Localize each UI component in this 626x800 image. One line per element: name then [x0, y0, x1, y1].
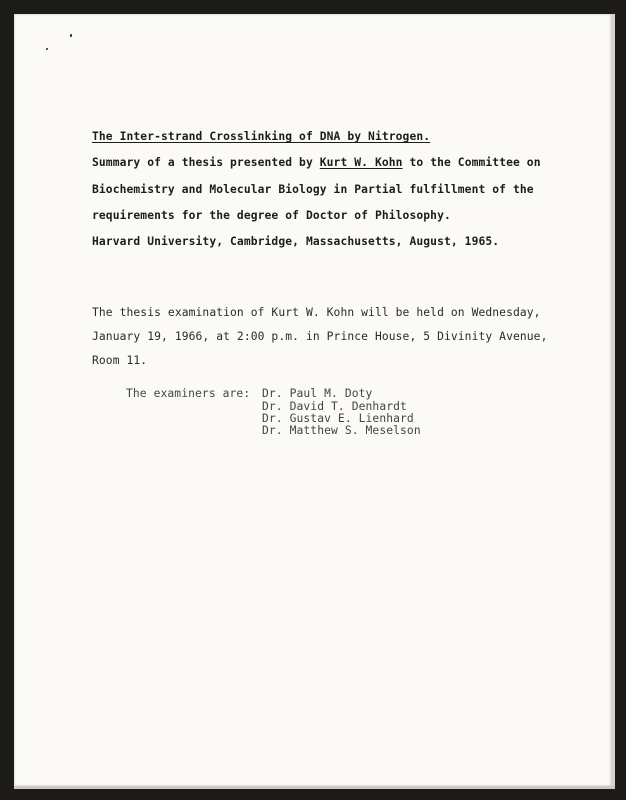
- exam-line-3: Room 11.: [92, 354, 148, 367]
- summary-line-3: requirements for the degree of Doctor of Philosophy.: [92, 209, 451, 222]
- examiner-item: Dr. David T. Denhardt: [262, 400, 407, 413]
- document-title-text: The Inter-strand Crosslinking of DNA by Nitrogen.: [92, 130, 431, 143]
- examiners-label: The examiners are:: [126, 387, 251, 400]
- exam-line-1: The thesis examination of Kurt W. Kohn will be held on Wednesday,: [92, 306, 541, 319]
- paper-edge-right: [611, 14, 615, 786]
- document-title: [92, 130, 430, 143]
- paper-edge-bottom: [14, 786, 615, 789]
- summary-line-1-end: to the Committee on: [409, 156, 541, 169]
- summary-intro: Summary of a thesis presented by: [92, 156, 313, 169]
- author-name: Kurt W. Kohn: [319, 156, 403, 169]
- summary-line-1: [92, 156, 541, 169]
- examiner-item: Dr. Gustav E. Lienhard: [262, 412, 414, 425]
- examiner-item: Dr. Paul M. Doty: [262, 387, 373, 400]
- paper-speck: [70, 34, 72, 37]
- institution-line: Harvard University, Cambridge, Massachusetts, August, 1965.: [92, 235, 500, 248]
- exam-line-2: January 19, 1966, at 2:00 p.m. in Prince House, 5 Divinity Avenue,: [92, 330, 548, 343]
- paper-speck: [46, 48, 48, 50]
- examiner-item: Dr. Matthew S. Meselson: [262, 424, 421, 437]
- summary-line-2: Biochemistry and Molecular Biology in Partial fulfillment of the: [92, 183, 534, 196]
